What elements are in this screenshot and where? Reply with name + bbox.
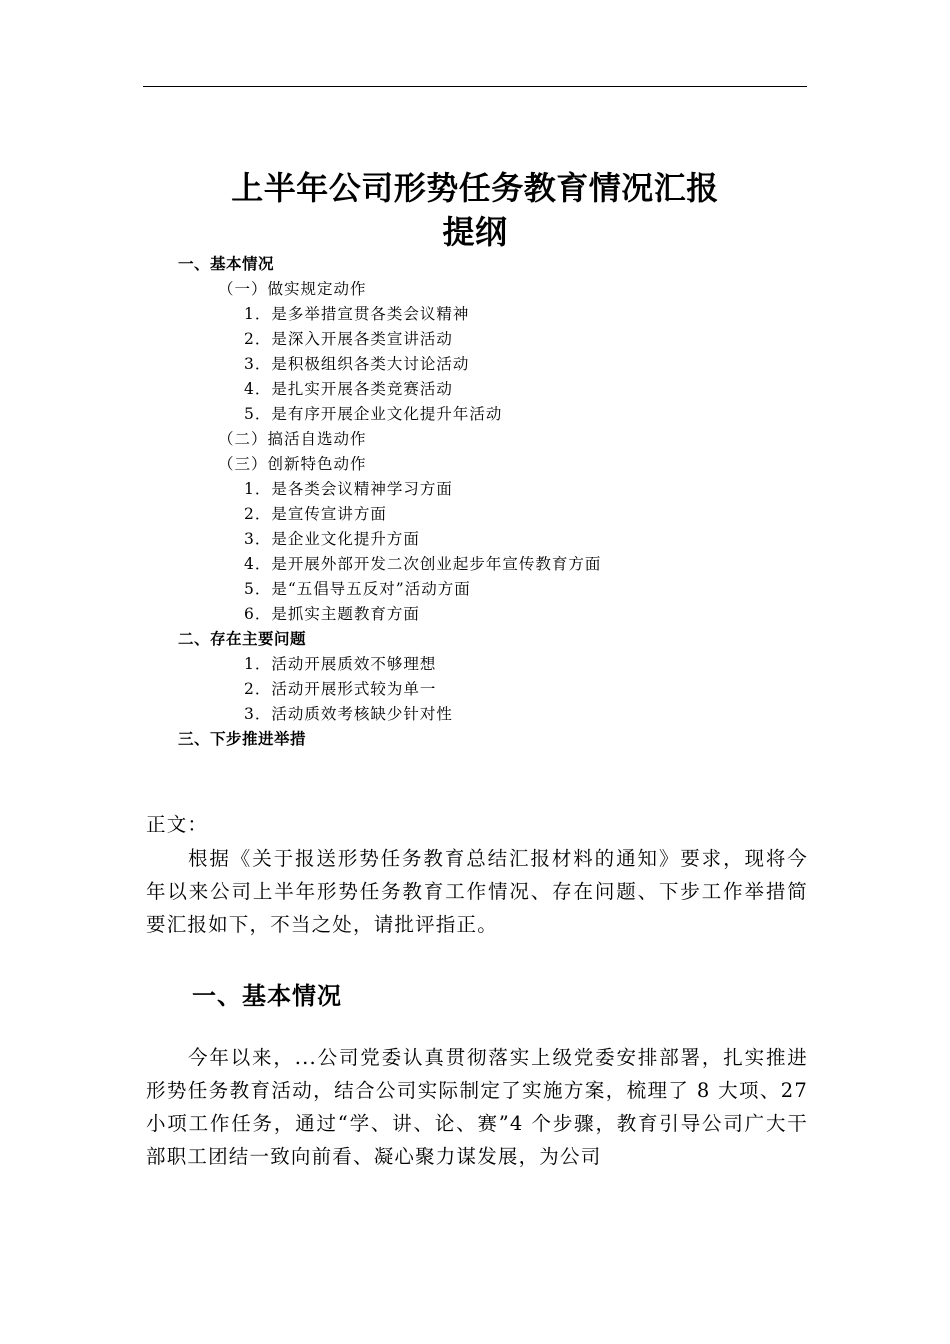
outline-item-level-3: 2．是深入开展各类宣讲活动 [244,330,453,348]
outline-item-level-3: 3．活动质效考核缺少针对性 [244,705,453,723]
outline-item-level-3: 2．活动开展形式较为单一 [244,680,437,698]
outline-item-level-3: 5．是“五倡导五反对”活动方面 [244,580,471,598]
outline-item-level-2: （一）做实规定动作 [218,280,367,298]
outline-item-level-2: （二）搞活自选动作 [218,430,367,448]
outline-item-level-3: 4．是开展外部开发二次创业起步年宣传教育方面 [244,555,602,573]
outline-item-level-3: 6．是抓实主题教育方面 [244,605,420,623]
outline-item-level-3: 3．是积极组织各类大讨论活动 [244,355,470,373]
outline-item-level-3: 1．是各类会议精神学习方面 [244,480,453,498]
outline-item-level-3: 4．是扎实开展各类竞赛活动 [244,380,453,398]
document-subtitle: 提纲 [442,213,508,251]
outline-item-level-3: 1．是多举措宣贯各类会议精神 [244,305,470,323]
outline-item-level-1: 一、基本情况 [178,255,275,273]
outline-item-level-1: 二、存在主要问题 [178,630,307,648]
body-label: 正文： [146,813,209,836]
outline-item-level-3: 5．是有序开展企业文化提升年活动 [244,405,503,423]
section-heading: 一、基本情况 [192,982,342,1010]
outline-item-level-1: 三、下步推进举措 [178,730,307,748]
outline-item-level-3: 1．活动开展质效不够理想 [244,655,437,673]
intro-paragraph: 根据《关于报送形势任务教育总结汇报材料的通知》要求，现将今年以来公司上半年形势任务教育工作情况、存在问题、下步工作举措简要汇报如下，不当之处，请批评指正。 [146,847,808,936]
section-paragraph: 今年以来，...公司党委认真贯彻落实上级党委安排部署，扎实推进形势任务教育活动，结合公司实际制定了实施方案，梳理了 8 大项、27 小项工作任务，通过“学、讲、论、赛”4 个步骤，教育引导公司广大干部职工团结一致向前看、凝心聚力谋发展，为公司 [146,1046,808,1168]
header-rule [143,86,807,87]
outline-item-level-3: 2．是宣传宣讲方面 [244,505,387,523]
outline-item-level-2: （三）创新特色动作 [218,455,367,473]
document-title: 上半年公司形势任务教育情况汇报 [231,169,719,207]
outline-item-level-3: 3．是企业文化提升方面 [244,530,420,548]
